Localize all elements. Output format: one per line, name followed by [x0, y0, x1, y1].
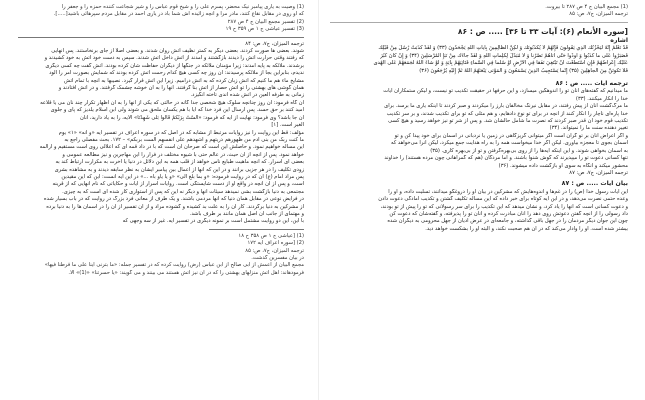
- bayan-line: داد رسولی را از آنچه گفتن دعوتش روی دهد را آنان مبادرت کرده و آنان تو را پذیرفته، و گفته‌شان که دعوت کن: [389, 211, 628, 218]
- page-gutter: [318, 0, 319, 400]
- body-line: الغیر است. [۱]: [271, 122, 304, 129]
- body-line: آن گاه فرمود: آن روز چنانچه سلوک هیچ شخصی جدا گانه در حالتی که یکی از آنها را به آن اظهار تکرار چند نان می یا قلاعه: [40, 99, 304, 106]
- body-line: بعضی ای اسرار. که آنچه ماهیت طبایع ناس خواهد از قلب همه به این دلائل در دنیا یا آخرت به مکرارت ارتباط کند به: [55, 159, 304, 166]
- verse-line: فَلا تَكُونَنَّ مِنَ الْجاهِلِينَ (۳۵) إِنَّما يَسْتَجِيبُ الَّذِينَ يَسْمَعُونَ وَ الْمَوْتى يَبْعَثُهُمُ اللّهُ ثُمَّ إِلَيْهِ يُرْجَعُونَ (۳۶): [419, 67, 628, 74]
- translation-line: به آسمان بخواهی شوند. و این اینکه آیه‌ها را از روی بی‌بهره‌گرفتن و تو از بی‌بهره کاری. (۳۵): [430, 147, 628, 154]
- header-note-line: (1) مجمع البیان ج ۴ ص ۲۸۷ تا بیروت.: [545, 4, 628, 10]
- arabic-verses: [330, 45, 628, 75]
- body-line: مشایخ ماء هم ما کنیم که آتش زبان کرده که به آتش درآمیم. زیرا این آتش قرار گیرد. نصیبها به آنچه با تمام آتش: [63, 77, 304, 84]
- footnote-line: (1) وصیت به یاری پیامبر نیک محضر، پسرم علی را و شیخ قوم عباس را و شیر شجاعت کننده حمزه را و جعفر را: [61, 4, 304, 10]
- translation-line: آسمان بجوی تا معجزه بیاوری. لیکن اگر خدا میخواست همه را به راه هدایت جمع میکرد، لیکن آنرا می‌خواهد که: [390, 140, 628, 147]
- translation-line: تغییر دهنده سنت ما را نمیتواند. (۳۴): [549, 125, 628, 132]
- body-line: مجتمعی به دنیا بازگشت بشی نمیدهد سیئات آنها و دیگر نه این که پس از استواری کار شده ای است که به چیزی.: [62, 188, 304, 195]
- translation-line: ما میدانیم که گفته‌های آنان تو را اندوهگین میسازد، و این حرفها در حقیقت تکذیب تو نیست، و لیکن ستمکاران آیات: [383, 88, 628, 95]
- footnote-rule: [18, 37, 304, 38]
- verse-line: فَصَبَرُوا عَلى ما كُذِّبُوا وَ أُوذُوا حَتّى أَتاهُمْ نَصْرُنا وَ لا مُبَدِّلَ لِكَلِماتِ اللّهِ وَ لَقَدْ جاءَكَ مِنْ نَبَإِ الْمُرْسَلِينَ (۳۴) وَ إِنْ كانَ كَبُرَ: [380, 52, 628, 59]
- footnote-line: فرمودهاند: اهل آتش منزلهای بهشتی را که در آن نیز آتش هستند می بینند و می گویند: «یا حسرتنا» «(1)» الا.: [68, 269, 304, 276]
- bayan-line: این آیات رسول خدا (ص) را در غم‌ها و اندوه‌هایش که مشرکین در بیان او را دروغگو میدانند، تسلیت داده، و او را: [388, 188, 628, 195]
- bayan-line: بیشتر شده است. او را وادار می‌کند که در آن هم صحبت نکند، و البته او را بشکست خواهد دید.: [425, 225, 628, 232]
- left-footnotes-bottom: [18, 233, 304, 277]
- body-line: که رفتند وقتی حرارت آتش را دیدند بازگشتند و آمدند از آتش داخل آتش شدند. سپس به دست خود آتش به خود کشیدند و: [44, 55, 304, 62]
- footnote-line: مجمع البیان از اعمش از ابی صالح از ابن عباس (رض) روایت کرده که در تفسیر جمله: «ما بترنی اینا علی ما فرطنا فیها»: [44, 262, 304, 269]
- verses-label: اشاره: [610, 36, 628, 44]
- translation-line: تنها کسانی دعوت تو را میپذیرند که گوش شنوا باشند. و اما مردگان (هم که گمراهانی چون مرده هستند) را خداوند: [384, 155, 628, 162]
- bayan-line: و دعوت کسانی است که آنها را یاد کرد، و نشان میدهد که این تکذیب را برای سر رسولانی که تو را پیش از تو بودند،: [380, 203, 628, 210]
- body-line: است، و پس از آن آنچه در واقع او از دست شایستگی است. روایات اسرار از آیات و حکایاتی که نام آنهایی که از قرینه: [52, 181, 304, 188]
- verse-line: قَدْ نَعْلَمُ إِنَّهُ لَيَحْزُنُكَ الَّذِي يَقُولُونَ فَإِنَّهُمْ لا يُكَذِّبُونَكَ وَ لكِنَّ الظّالِمِينَ بِآياتِ اللّهِ يَجْحَدُونَ (۳۳) وَ لَقَدْ كُذِّبَتْ رُسُلٌ مِنْ قَبْلِكَ: [378, 45, 628, 52]
- translation-line: خدا را انکار میکنند. (۳۳): [575, 95, 628, 102]
- footnote-line: که او روی در مقابل نقاع کنند، مادر مرا و آنچه زائیده اش شما باد در یاری احمد در مقابل مردم سپرهائی باشید[.....].: [53, 11, 304, 18]
- footnote-line: در بیان مفسرین گذشت.: [251, 255, 304, 261]
- body-line: خواهد نمود. پس از آنچه از آن حیث، در عالم حتی با شیوه مختلف در فرار را این مهاجرین و نیز مطالعه عمومی و: [62, 151, 304, 158]
- translation-line: ترجمه المیزان، ج۷، ص: ۸۷: [569, 169, 628, 176]
- left-footnotes-top: [18, 4, 304, 34]
- right-page: [330, 4, 628, 396]
- bayan-text: [330, 189, 628, 233]
- section-title: [سوره الأنعام (۶): آیات ۳۳ تا ۳۶] ..... ص : ۸۶: [457, 26, 628, 36]
- body-line: و مهتمای از جانب آن اصل همان مانند بر طرف باشد.: [189, 210, 304, 217]
- bayan-line: چون این جوان دیگر مردمان را در جهل باقی گذاشته، و جامعه‌ای در عرض ادیان از جهل محرومی به دیگران شده: [387, 218, 628, 225]
- translation-text: [330, 88, 628, 177]
- body-line: آن جا باشد؟ وی فرمود: نهایت از آیه که فرمود: «أَلَسْتُ بِرَبِّكُمْ قَالُوا بَلَى شَهِدْنَا» الآیه، را به یاد دارید، آنان: [79, 114, 304, 121]
- body-line: با این، این دو روایت مشتمل است بر نمونه دیگری در تفسیر آیه. غیر از سه وجهی که: [122, 218, 304, 225]
- body-line: امید کنند بر حق حسد. پس ارسال این فرد خدا که آیا با هم یکسان ملحق می شوند ولی ابن اسلام یلدیز که پای و جلوی: [50, 107, 304, 114]
- translation-line: و اگر اعراض آنان بر تو گران است اگر میتوانی گریزگاهی در زمین یا نردبانی در آسمان برای خود پیدا کن و تو: [394, 132, 628, 139]
- footnote-line: ترجمه المیزان، ج۷، ص: ۸۵: [245, 247, 304, 254]
- header-note-line: ترجمه المیزان، ج۷، ص: ۸۵: [569, 11, 628, 18]
- body-line: مؤلف: قط این روایت را نیز روایات مرتبط از مشابه که در اصل که در سوره اعراف در تفسیر آیه «و أنه» «۱» یوم: [58, 129, 304, 136]
- left-body-text: [18, 41, 304, 226]
- translation-line: محشور میکند و آنگاه به سوی او بازگشت داده میشوند. (۳۶): [498, 162, 628, 169]
- footnote-line: (3) تفسیر عیاشی ج ۱ ص ۳۵۹ ح ۱۹: [225, 26, 304, 33]
- footnote-line: (2) تفسیر مجمع البیان ج ۴ ص ۲۸۷: [227, 18, 304, 25]
- footnote-line: (2) [سوره اعراف آیه ۱۷۲: [247, 240, 304, 247]
- translation-line: تکذیب قوم خود آن قدر صبر کردند که نصرت ما شامل حالشان شد. و پس از شر تو نیز خواهد رسید و هیچ کسی: [388, 118, 628, 125]
- body-line: ترجمه المیزان، ج۷، ص: ۸۴: [245, 40, 304, 47]
- body-line: زودی تکلیف را در هر جزیی برانند و در این که آنها از اعمال بین پیامبر ایشان به نظر سابقه دیدند و به مشاهده بشری: [54, 166, 304, 173]
- bayan-title: بیان آیات ..... ص : ۸۷: [561, 180, 628, 188]
- translation-line: ما مرگ‌گشت آنان از پیش رفتند، در مقابل نیرنگ مخالفان بارز را میکردند و صبر کردند تا اینکه یاری ما برسد. برای: [384, 103, 628, 110]
- body-line: پس مراد امام (ع) آن که در روایت فرموده: «و بما بلغ الی» «و یا یاو باه ...» در این آیه انست: این که این مقیدین: [61, 173, 304, 180]
- footnote-separator: [209, 229, 304, 230]
- header-rule: [330, 22, 628, 23]
- right-header-notes: [330, 4, 628, 19]
- left-page: [18, 4, 304, 396]
- body-line: ما کنت ربک من بنی آدم من ظهورهم ذریتهم و اشهدهم علی انفسهم ألست بربکم» – ۱۷۲. بحث مفصلی راجع به: [64, 136, 304, 143]
- translation-line: خدا پاره‌ای ناچار را انکار کنند از آنچه در برای تو نوع دادهایم، و هم مثلی که تو برای تکذیب شدند، و بر سر تکذیب: [386, 110, 628, 117]
- body-line: در فرایض نوعی در مقابل همان دنیا که آنها مردمی باشند. و یک طرف از معانی فرد بزرگ در روایت که در باب بسیار شده: [43, 196, 304, 203]
- body-line: این مساله خواهیم نمود. و حاصلش این است که صرحان آن است که با در داد قمه ای که اعلالی روی است مستقیم و آرالمه: [39, 144, 304, 151]
- bayan-line: وعده حتمی نصرت می‌دهد، و در این آیه کوتاه برای خبر داده که این مساله تکلیف گشتن و تکذیب آمادگی دعوت دادن: [378, 196, 628, 203]
- body-line: شوند. بعضی ها صورت کردند. بعضی دیگر به کمتر نظیف آتش روان شدند. و بعضی اصلاً از جای برنخاستند. پس آنهایی: [51, 48, 304, 55]
- body-line: زمانی به طرفه العین در آتش شده اندی تاخته انگیزد.: [190, 92, 304, 99]
- body-line: ندیدم، بنابراین بجا از ملائکه پرسیدند: آن روز چه کسی هیچ کدام رحمت آتش کرده بودند که شمایش بصورت امر را آلود: [49, 70, 304, 77]
- body-line: همان گوشی های بهشتی را تو آتش حصار از آتش بنا گرفتند. آنها را به آن خوشه چشمک گرفتند. و در آتش افتادند و: [58, 85, 304, 92]
- translation-title: ترجمه آیات ..... ص : ۸۶: [555, 79, 628, 87]
- body-line: برشدند. ملائکه به پایه آمدند: زیرا مؤمنان ملائکه در جنگها از دیگران حفاظت شان کرده بودند. آتش گفت چه کسی دیگری: [45, 62, 304, 69]
- verse-line: عَلَيْكَ إِعْراضُهُمْ فَإِنِ اسْتَطَعْتَ أَنْ تَبْتَغِيَ نَفَقاً فِي الْأَرْضِ أَوْ سُلَّماً فِي السَّماءِ فَتَأْتِيَهُمْ بِآيَةٍ وَ لَوْ شاءَ اللّهُ لَجَمَعَهُمْ عَلَى الْهُدى: [373, 60, 628, 67]
- body-line: از مشرکین به دنیا برگردند. کار آن را به علت بد کشیده و گشوده مراد و از آن تفسیر از آن را در آسمان ها را به دنیا برده: [46, 203, 304, 210]
- footnote-line: (1) [عیاشی ج ۱ ص ۳۵۸ ح ۱۸: [238, 232, 304, 239]
